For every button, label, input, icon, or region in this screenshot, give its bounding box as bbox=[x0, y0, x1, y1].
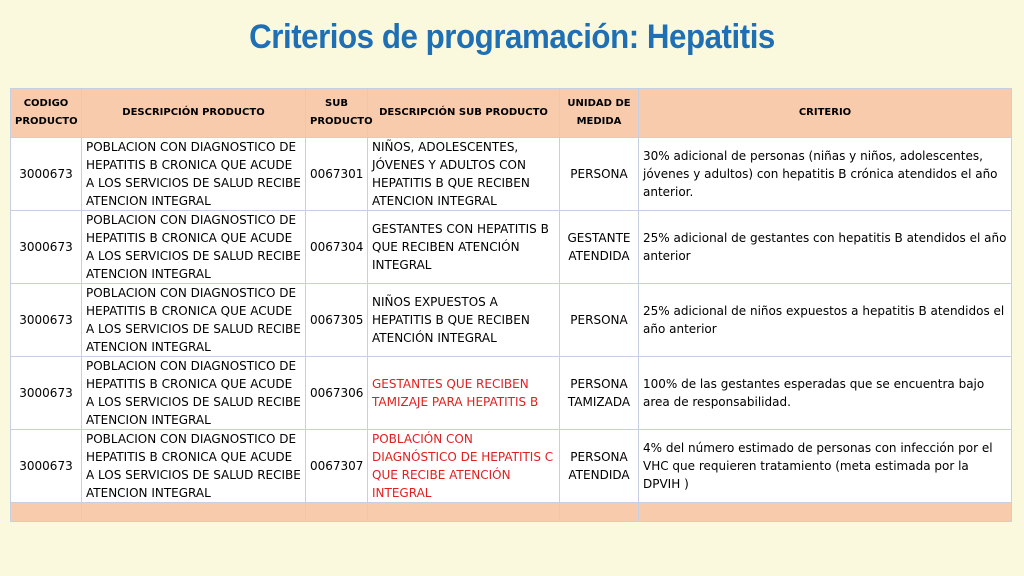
cell-descripcion-sub: GESTANTES QUE RECIBEN TAMIZAJE PARA HEPATITIS B bbox=[368, 357, 560, 430]
header-row bbox=[11, 89, 1012, 138]
cell-codigo: 3000673 bbox=[11, 430, 82, 503]
empty-cell bbox=[639, 503, 1012, 522]
empty-row bbox=[11, 503, 1012, 522]
cell-unidad: PERSONA TAMIZADA bbox=[560, 357, 639, 430]
header-unidad: UNIDAD DE MEDIDA bbox=[560, 89, 639, 138]
header-codigo: CODIGO PRODUCTO bbox=[11, 89, 82, 138]
cell-descripcion-sub: NIÑOS EXPUESTOS A HEPATITIS B QUE RECIBEN ATENCIÓN INTEGRAL bbox=[368, 284, 560, 357]
cell-unidad: PERSONA bbox=[560, 284, 639, 357]
cell-codigo: 3000673 bbox=[11, 357, 82, 430]
cell-descripcion-sub: POBLACIÓN CON DIAGNÓSTICO DE HEPATITIS C QUE RECIBE ATENCIÓN INTEGRAL bbox=[368, 430, 560, 503]
cell-descripcion: POBLACION CON DIAGNOSTICO DE HEPATITIS B CRONICA QUE ACUDE A LOS SERVICIOS DE SALUD RECIBE ATENCION INTEGRAL bbox=[82, 211, 306, 284]
table-row bbox=[11, 138, 1012, 211]
cell-sub-producto: 0067306 bbox=[306, 357, 368, 430]
header-descripcion-sub: DESCRIPCIÓN SUB PRODUCTO bbox=[368, 89, 560, 138]
cell-unidad: PERSONA bbox=[560, 138, 639, 211]
cell-descripcion: POBLACION CON DIAGNOSTICO DE HEPATITIS B CRONICA QUE ACUDE A LOS SERVICIOS DE SALUD RECIBE ATENCION INTEGRAL bbox=[82, 357, 306, 430]
cell-descripcion: POBLACION CON DIAGNOSTICO DE HEPATITIS B CRONICA QUE ACUDE A LOS SERVICIOS DE SALUD RECIBE ATENCION INTEGRAL bbox=[82, 138, 306, 211]
cell-criterio: 30% adicional de personas (niñas y niños, adolescentes, jóvenes y adultos) con hepatitis B crónica atendidos el año anterior. bbox=[639, 138, 1012, 211]
cell-unidad: GESTANTE ATENDIDA bbox=[560, 211, 639, 284]
cell-sub-producto: 0067305 bbox=[306, 284, 368, 357]
table-row bbox=[11, 284, 1012, 357]
cell-sub-producto: 0067304 bbox=[306, 211, 368, 284]
header-sub-producto: SUB PRODUCTO bbox=[306, 89, 368, 138]
empty-cell bbox=[11, 503, 82, 522]
table-row bbox=[11, 430, 1012, 503]
empty-cell bbox=[560, 503, 639, 522]
empty-cell bbox=[306, 503, 368, 522]
cell-criterio: 4% del número estimado de personas con infección por el VHC que requieren tratamiento (meta estimada por la DPVIH ) bbox=[639, 430, 1012, 503]
empty-cell bbox=[368, 503, 560, 522]
cell-criterio: 25% adicional de niños expuestos a hepatitis B atendidos el año anterior bbox=[639, 284, 1012, 357]
cell-codigo: 3000673 bbox=[11, 138, 82, 211]
cell-codigo: 3000673 bbox=[11, 284, 82, 357]
cell-descripcion: POBLACION CON DIAGNOSTICO DE HEPATITIS B CRONICA QUE ACUDE A LOS SERVICIOS DE SALUD RECIBE ATENCION INTEGRAL bbox=[82, 430, 306, 503]
criteria-table bbox=[10, 88, 1012, 522]
cell-criterio: 25% adicional de gestantes con hepatitis B atendidos el año anterior bbox=[639, 211, 1012, 284]
cell-descripcion-sub: GESTANTES CON HEPATITIS B QUE RECIBEN ATENCIÓN INTEGRAL bbox=[368, 211, 560, 284]
cell-sub-producto: 0067301 bbox=[306, 138, 368, 211]
cell-descripcion: POBLACION CON DIAGNOSTICO DE HEPATITIS B CRONICA QUE ACUDE A LOS SERVICIOS DE SALUD RECIBE ATENCION INTEGRAL bbox=[82, 284, 306, 357]
header-descripcion: DESCRIPCIÓN PRODUCTO bbox=[82, 89, 306, 138]
table-row bbox=[11, 357, 1012, 430]
cell-criterio: 100% de las gestantes esperadas que se encuentra bajo area de responsabilidad. bbox=[639, 357, 1012, 430]
header-criterio: CRITERIO bbox=[639, 89, 1012, 138]
cell-codigo: 3000673 bbox=[11, 211, 82, 284]
empty-cell bbox=[82, 503, 306, 522]
table-row bbox=[11, 211, 1012, 284]
page-title: Criterios de programación: Hepatitis bbox=[249, 18, 775, 56]
cell-descripcion-sub: NIÑOS, ADOLESCENTES, JÓVENES Y ADULTOS CON HEPATITIS B QUE RECIBEN ATENCION INTEGRAL bbox=[368, 138, 560, 211]
cell-sub-producto: 0067307 bbox=[306, 430, 368, 503]
cell-unidad: PERSONA ATENDIDA bbox=[560, 430, 639, 503]
